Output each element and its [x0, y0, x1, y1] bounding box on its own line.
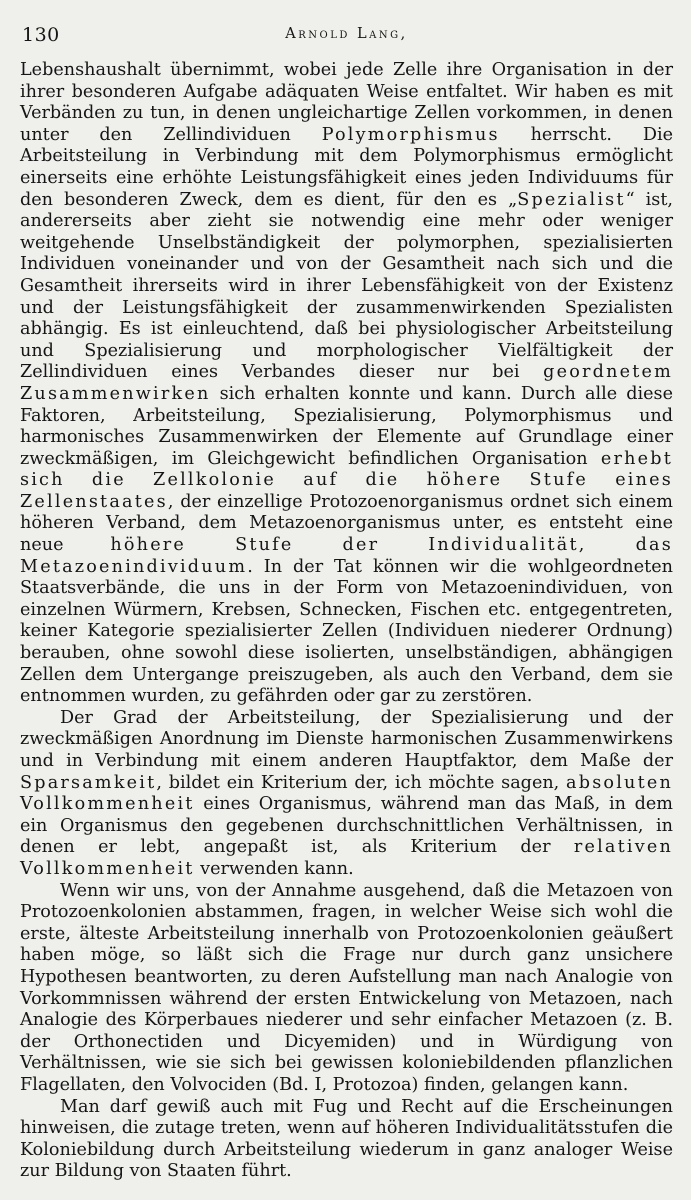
- text-run: , bildet ein Kriterium der, ich möchte sagen,: [156, 772, 567, 793]
- emphasized-text: absoluten Vollkommenheit: [20, 772, 673, 815]
- paragraph: [20, 708, 673, 881]
- text-run: “ ist, andererseits aber zieht sie notwendig eine mehr oder weniger weitgehende Unselbständigkeit der polymorphen, spezialisierten Individuen voneinander und von der Gesamtheit nach sich und die Gesamtheit ihrerseits wird in ihrer Lebensfähigkeit von der Existenz und der Leistungsfähigkeit der zusammenwirkenden Spezialisten abhängig. Es ist einleuchtend, daß bei physiologischer Arbeitsteilung und Spezialisierung und morphologischer Vielfältigkeit der Zellindividuen eines Verbandes dieser nur bei: [20, 189, 673, 383]
- page-number: 130: [22, 24, 60, 46]
- emphasized-text: relativen Vollkommenheit: [20, 837, 673, 879]
- emphasized-text: höhere Stufe der Individualität, das Metazoenindividuum: [20, 535, 673, 577]
- paragraph: [20, 1097, 673, 1183]
- paragraph: [20, 60, 673, 708]
- emphasized-text: geordnetem Zusammenwirken: [20, 362, 673, 404]
- emphasized-text: Sparsamkeit: [20, 772, 157, 793]
- emphasized-text: erhebt sich die Zellkolonie auf die höhere Stufe eines Zellenstaates: [20, 448, 673, 512]
- text-run: Man darf gewiß auch mit Fug und Recht auf die Erscheinungen hinweisen, die zutage treten, wenn auf höheren Individualitätsstufen die Koloniebildung durch Arbeitsteilung wiederum in ganz analoger Weise zur Bildung von Staaten führt.: [20, 1096, 673, 1182]
- emphasized-text: Spezialist: [517, 189, 626, 210]
- text-run: herrscht. Die Arbeitsteilung in Verbindung mit dem Polymorphismus ermöglicht einerseits eine erhöhte Leistungsfähigkeit eines jeden Individuums für den besonderen Zweck, dem es dient, für den es „: [20, 124, 673, 210]
- text-run: Der Grad der Arbeitsteilung, der Spezialisierung und der zweckmäßigen Anordnung im Dienste harmonischen Zusammenwirkens und in Verbindung mit einem anderen Hauptfaktor, dem Maße der: [20, 707, 673, 771]
- text-run: eines Organismus, während man das Maß, in dem ein Organismus den gegebenen durchschnittlichen Verhältnissen, in denen er lebt, angepaßt ist, als Kriterium der: [20, 794, 673, 858]
- paragraph: [20, 881, 673, 1097]
- text-run: , der einzellige Protozoenorganismus ordnet sich einem höheren Verband, dem Metazoenorganismus unter, es entsteht eine neue: [20, 491, 673, 556]
- running-head: Arnold Lang,: [285, 26, 408, 42]
- body-text: [20, 60, 673, 1183]
- text-run: Lebenshaushalt übernimmt, wobei jede Zelle ihre Organisation in der ihrer besonderen Aufgabe adäquaten Weise entfaltet. Wir haben es mit Verbänden zu tun, in denen ungleichartige Zellen vorkommen, in denen unter den Zellindividuen: [20, 60, 673, 145]
- text-run: verwenden kann.: [194, 858, 354, 879]
- emphasized-text: Polymorphismus: [321, 124, 500, 145]
- page-header: [20, 20, 673, 60]
- text-run: sich erhalten konnte und kann. Durch alle diese Faktoren, Arbeitsteilung, Spezialisierung, Polymorphismus und harmonisches Zusammenwirken der Elemente auf Grundlage einer zweckmäßigen, im Gleichgewicht befindlichen Organisation: [20, 383, 673, 469]
- text-run: . In der Tat können wir die wohlgeordneten Staatsverbände, die uns in der Form von Metazoenindividuen, von einzelnen Würmern, Krebsen, Schnecken, Fischen etc. entgegentreten, keiner Kategorie spezialisierter Zellen (Individuen niederer Ordnung) berauben, ohne sowohl diese isolierten, unselbständigen, abhängigen Zellen dem Untergange preiszugeben, als auch den Verband, dem sie entnommen wurden, zu gefährden oder gar zu zerstören.: [20, 556, 673, 707]
- text-run: Wenn wir uns, von der Annahme ausgehend, daß die Metazoen von Protozoenkolonien abstammen, fragen, in welcher Weise sich wohl die erste, älteste Arbeitsteilung innerhalb von Protozoenkolonien geäußert haben möge, so läßt sich die Frage nur durch ganz unsichere Hypothesen beantworten, zu deren Aufstellung man nach Analogie von Vorkommnissen während der ersten Entwickelung von Metazoen, nach Analogie des Körperbaues niederer und sehr einfacher Metazoen (z. B. der Orthonectiden und Dicyemiden) und in Würdigung von Verhältnissen, wie sie sich bei gewissen koloniebildenden pflanzlichen Flagellaten, den Volvociden (Bd. I, Protozoa) finden, gelangen kann.: [20, 880, 673, 1095]
